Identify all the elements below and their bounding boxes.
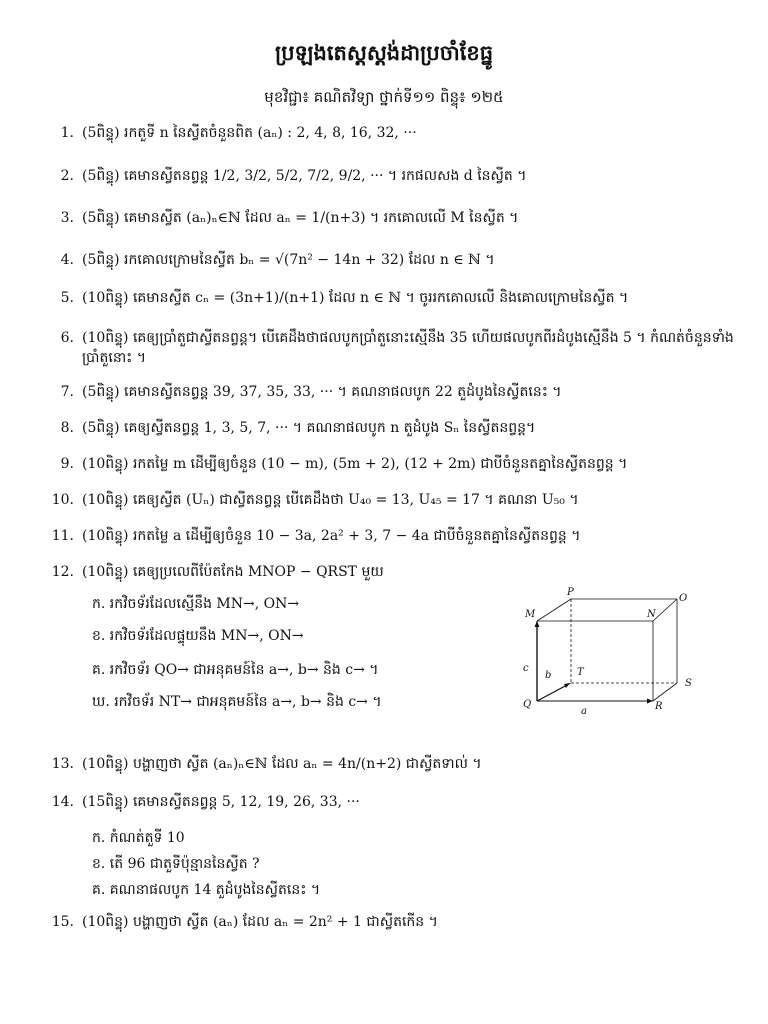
question-1: 1. (5ពិន្ទុ) រកតួទី n នៃស្វីតចំនួនពិត (aₙ) : 2, 4, 8, 16, 32, ··· <box>40 123 740 143</box>
label-Q: Q <box>523 699 532 710</box>
label-S: S <box>685 678 692 689</box>
question-text: (5ពិន្ទុ) គេឲ្យស្វីតនព្វន្ត 1, 3, 5, 7, ··· ។ គណនាផលបូក n តួដំបូង Sₙ នៃស្វីតនព្វន្ត។ <box>82 420 536 436</box>
label-N: N <box>647 609 656 620</box>
question-15: 15. (10ពិន្ទុ) បង្ហាញថា ស្វីត (aₙ) ដែល aₙ = 2n² + 1 ជាស្វីតកើន ។ <box>40 912 740 932</box>
question-5: 5. (10ពិន្ទុ) គេមានស្វីត cₙ = (3n+1)/(n+1) ដែល n ∈ ℕ ។ ចូររកគោលលើ និងគោលក្រោមនៃស្វីត ។ <box>40 288 740 308</box>
question-10: 10. (10ពិន្ទុ) គេឲ្យស្វីត (Uₙ) ជាស្វីតនព្វន្ត បើគេដឹងថា U₄₀ = 13, U₄₅ = 17 ។ គណនា U₅₀ ។ <box>40 490 740 510</box>
question-6: 6. (10ពិន្ទុ) គេឲ្យប្រាំតួជាស្វីតនព្វន្ត។ បើគេដឹងថាផលបូកប្រាំតួនោះស្មើនឹង 35 ហើយផលបូកពីរដំបូងស្មើនឹង 5 ។ កំណត់ចំនួនទាំងប្រាំតួនោះ ។ <box>40 328 740 368</box>
question-13: 13. (10ពិន្ទុ) បង្ហាញថា ស្វីត (aₙ)ₙ∈ℕ ដែល aₙ = 4n/(n+2) ជាស្វីតទាល់ ។ <box>40 754 740 774</box>
q12-sub-a: ក. រកវិចទ័រដែលស្មើនឹង MN→, ON→ <box>92 596 300 612</box>
question-text: (10ពិន្ទុ) បង្ហាញថា ស្វីត (aₙ) ដែល aₙ = 2n² + 1 ជាស្វីតកើន ។ <box>82 914 438 930</box>
label-R: R <box>655 701 663 712</box>
question-text: (5ពិន្ទុ) រកគោលក្រោមនៃស្វីត bₙ = √(7n² − 14n + 32) ដែល n ∈ ℕ ។ <box>82 252 495 268</box>
question-11: 11. (10ពិន្ទុ) រកតម្លៃ a ដើម្បីឲ្យចំនួន 10 − 3a, 2a² + 3, 7 − 4a ជាបីចំនួនតគ្នានៃស្វីតនព្វន្ត ។ <box>40 526 740 546</box>
q14-sub-a: ក. កំណត់តួទី 10 <box>92 830 185 846</box>
label-P: P <box>567 587 574 598</box>
question-3: 3. (5ពិន្ទុ) គេមានស្វីត (aₙ)ₙ∈ℕ ដែល aₙ = 1/(n+3) ។ រកគោលលើ M នៃស្វីត ។ <box>40 208 740 228</box>
question-text: (10ពិន្ទុ) គេឲ្យស្វីត (Uₙ) ជាស្វីតនព្វន្ត បើគេដឹងថា U₄₀ = 13, U₄₅ = 17 ។ គណនា U₅₀ ។ <box>82 492 579 508</box>
label-b-vector: b <box>545 670 552 681</box>
question-9: 9. (10ពិន្ទុ) រកតម្លៃ m ដើម្បីឲ្យចំនួន (10 − m), (5m + 2), (12 + 2m) ជាបីចំនួនតគ្នានៃស្វីតនព្វន្ត ។ <box>40 454 740 474</box>
label-M: M <box>525 609 536 620</box>
cuboid-figure <box>515 585 715 715</box>
exam-title: ប្រឡងតេស្តស្តង់ដាប្រចាំខែធ្នូ <box>274 40 494 65</box>
label-O: O <box>679 593 688 604</box>
question-2: 2. (5ពិន្ទុ) គេមានស្វីតនព្វន្ត 1/2, 3/2, 5/2, 7/2, 9/2, ··· ។ រកផលសង d នៃស្វីត ។ <box>40 166 740 186</box>
question-text: (5ពិន្ទុ) រកតួទី n នៃស្វីតចំនួនពិត (aₙ) : 2, 4, 8, 16, 32, ··· <box>82 125 417 141</box>
q12-sub-b: ខ. រកវិចទ័រដែលផ្ទុយនឹង MN→, ON→ <box>92 628 304 644</box>
label-T: T <box>577 667 584 678</box>
question-8: 8. (5ពិន្ទុ) គេឲ្យស្វីតនព្វន្ត 1, 3, 5, 7, ··· ។ គណនាផលបូក n តួដំបូង Sₙ នៃស្វីតនព្វន្ត។ <box>40 418 740 438</box>
question-text: (10ពិន្ទុ) រកតម្លៃ m ដើម្បីឲ្យចំនួន (10 − m), (5m + 2), (12 + 2m) ជាបីចំនួនតគ្នានៃស្វីតនព្វន្ត ។ <box>82 456 628 472</box>
question-text: (15ពិន្ទុ) គេមានស្វីតនព្វន្ត 5, 12, 19, 26, 33, ··· <box>82 794 360 810</box>
question-text: (10ពិន្ទុ) រកតម្លៃ a ដើម្បីឲ្យចំនួន 10 − 3a, 2a² + 3, 7 − 4a ជាបីចំនួនតគ្នានៃស្វីតនព្វន្ត ។ <box>82 528 581 544</box>
exam-subtitle: មុខវិជ្ជា៖ គណិតវិទ្យា ថ្នាក់ទី១១ ពិន្ទុ៖ ១២៥ <box>264 88 504 106</box>
question-text: (5ពិន្ទុ) គេមានស្វីតនព្វន្ត 39, 37, 35, 33, ··· ។ គណនាផលបូក 22 តួដំបូងនៃស្វីតនេះ ។ <box>82 384 562 400</box>
q14-sub-c: គ. គណនាផលបូក 14 តួដំបូងនៃស្វីតនេះ ។ <box>92 882 321 898</box>
question-text: (5ពិន្ទុ) គេមានស្វីតនព្វន្ត 1/2, 3/2, 5/2, 7/2, 9/2, ··· ។ រកផលសង d នៃស្វីត ។ <box>82 168 527 184</box>
question-4: 4. (5ពិន្ទុ) រកគោលក្រោមនៃស្វីត bₙ = √(7n² − 14n + 32) ដែល n ∈ ℕ ។ <box>40 250 740 270</box>
question-text: (5ពិន្ទុ) គេមានស្វីត (aₙ)ₙ∈ℕ ដែល aₙ = 1/(n+3) ។ រកគោលលើ M នៃស្វីត ។ <box>82 210 519 226</box>
question-14: 14. (15ពិន្ទុ) គេមានស្វីតនព្វន្ត 5, 12, 19, 26, 33, ··· <box>40 792 740 812</box>
question-text: (10ពិន្ទុ) គេឲ្យប្រលេពីប៉ែតកែង MNOP − QRST មួយ <box>82 564 384 580</box>
question-12: 12. (10ពិន្ទុ) គេឲ្យប្រលេពីប៉ែតកែង MNOP − QRST មួយ <box>40 562 740 582</box>
question-text: (10ពិន្ទុ) បង្ហាញថា ស្វីត (aₙ)ₙ∈ℕ ដែល aₙ = 4n/(n+2) ជាស្វីតទាល់ ។ <box>82 756 482 772</box>
question-text: (10ពិន្ទុ) គេមានស្វីត cₙ = (3n+1)/(n+1) ដែល n ∈ ℕ ។ ចូររកគោលលើ និងគោលក្រោមនៃស្វីត ។ <box>82 290 629 306</box>
label-c-vector: c <box>523 663 529 674</box>
q12-sub-d: ឃ. រកវិចទ័រ NT→ ជាអនុគមន៍នៃ a→, b→ និង c→ ។ <box>92 694 382 710</box>
q12-sub-c: គ. រកវិចទ័រ QO→ ជាអនុគមន៍នៃ a→, b→ និង c→ ។ <box>92 662 379 678</box>
label-a-vector: a <box>581 706 587 715</box>
question-text: (10ពិន្ទុ) គេឲ្យប្រាំតួជាស្វីតនព្វន្ត។ បើគេដឹងថាផលបូកប្រាំតួនោះស្មើនឹង 35 ហើយផលបូកពីរដំបូងស្មើនឹង 5 ។ កំណត់ចំនួនទាំងប្រាំតួនោះ ។ <box>82 330 734 366</box>
question-7: 7. (5ពិន្ទុ) គេមានស្វីតនព្វន្ត 39, 37, 35, 33, ··· ។ គណនាផលបូក 22 តួដំបូងនៃស្វីតនេះ ។ <box>40 382 740 402</box>
q14-sub-b: ខ. តើ 96 ជាតួទីប៉ុន្មាននៃស្វីត ? <box>92 856 260 872</box>
